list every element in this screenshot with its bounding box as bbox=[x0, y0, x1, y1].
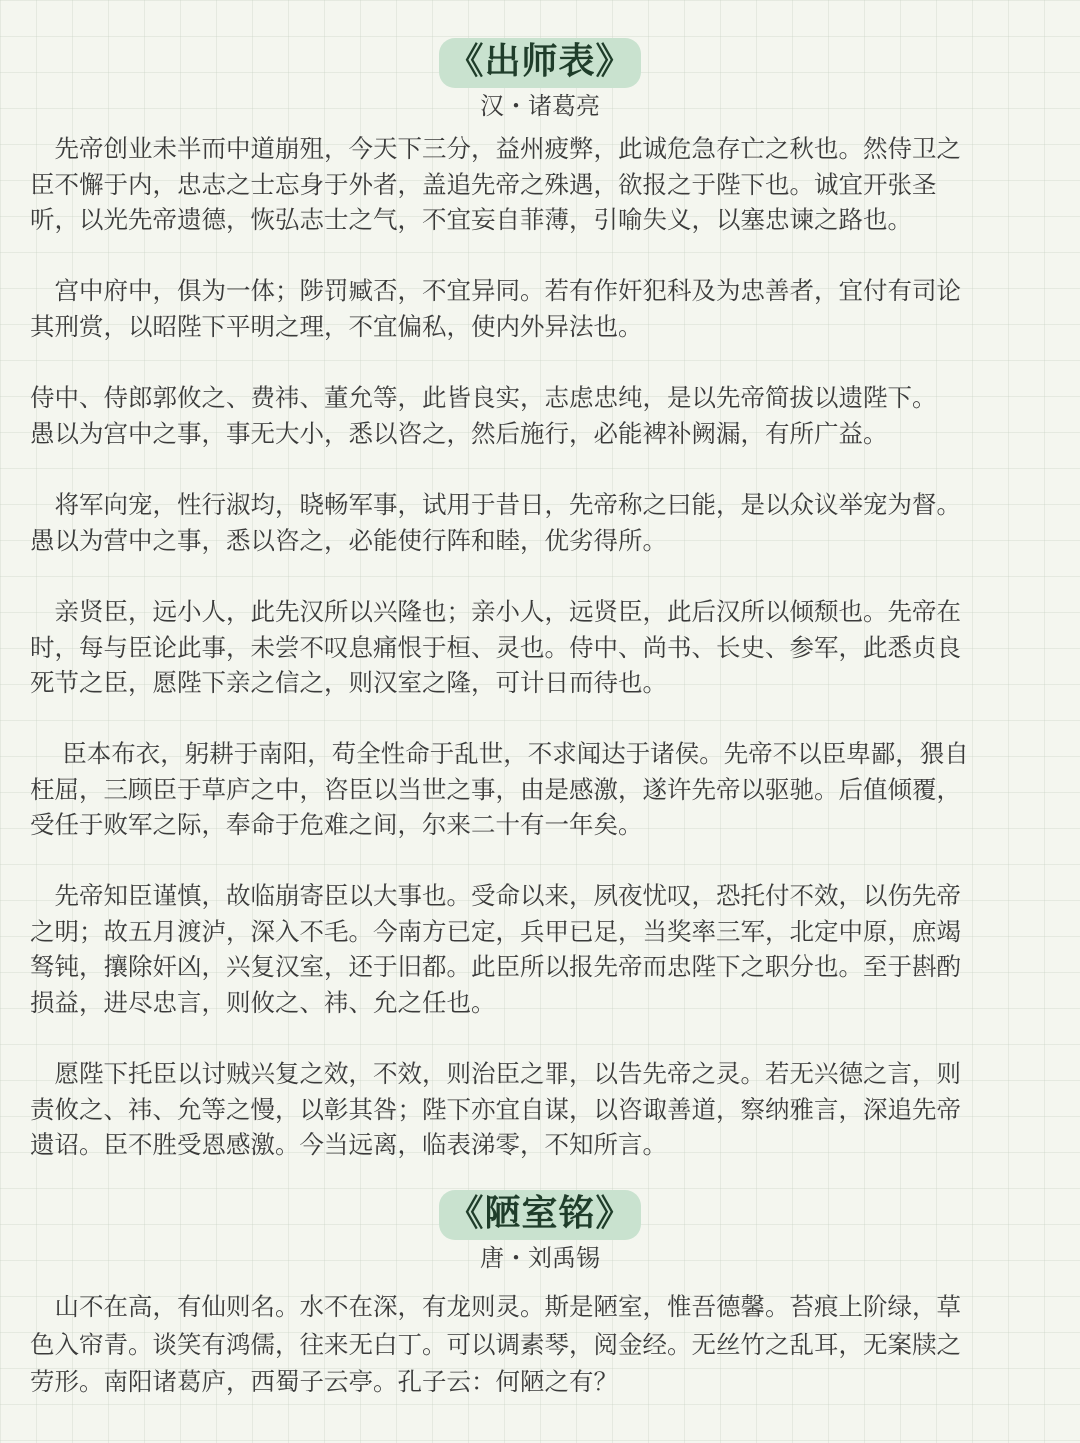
paragraph-line: 愚以为宫中之事，事无大小，悉以咨之，然后施行，必能裨补阙漏，有所广益。 bbox=[30, 418, 888, 448]
poem-author: 唐・刘禹锡 bbox=[480, 1244, 600, 1272]
paragraph-line: 枉屈，三顾臣于草庐之中，咨臣以当世之事，由是感激，遂许先帝以驱驰。后值倾覆， bbox=[30, 774, 961, 804]
poem-title: 《出师表》 bbox=[439, 38, 640, 88]
paragraph bbox=[30, 594, 961, 701]
paragraph-line: 将军向宠，性行淑均，晓畅军事，试用于昔日，先帝称之曰能，是以众议举宠为督。 bbox=[30, 490, 961, 519]
paragraph bbox=[30, 380, 937, 451]
poem-title: 《陋室铭》 bbox=[439, 1190, 640, 1240]
paragraph-line: 色入帘青。谈笑有鸿儒，往来无白丁。可以调素琴，阅金经。无丝竹之乱耳，无案牍之 bbox=[30, 1329, 961, 1359]
title-wrap bbox=[0, 1190, 1080, 1242]
paragraph-line: 先帝知臣谨慎，故临崩寄臣以大事也。受命以来，夙夜忧叹，恐托付不效，以伤先帝 bbox=[30, 881, 961, 910]
paragraph-line: 臣本布衣，躬耕于南阳，苟全性命于乱世，不求闻达于诸侯。先帝不以臣卑鄙，猥自 bbox=[30, 739, 969, 768]
paragraph-line: 受任于败军之际，奉命于危难之间，尔来二十有一年矣。 bbox=[30, 810, 643, 839]
paragraph bbox=[30, 487, 961, 558]
paragraph-line: 愿陛下托臣以讨贼兴复之效，不效，则治臣之罪，以告先帝之灵。若无兴德之言，则 bbox=[30, 1059, 961, 1088]
paragraph bbox=[30, 131, 961, 238]
paragraph-line: 损益，进尽忠言，则攸之、祎、允之任也。 bbox=[30, 987, 496, 1017]
paragraph-line: 劳形。南阳诸葛庐，西蜀子云亭。孔子云：何陋之有？ bbox=[30, 1367, 618, 1396]
paragraph bbox=[30, 878, 961, 1020]
paragraph-line: 宫中府中，俱为一体；陟罚臧否，不宜异同。若有作奸犯科及为忠善者，宜付有司论 bbox=[30, 276, 961, 305]
paragraph-line: 先帝创业未半而中道崩殂，今天下三分，益州疲弊，此诚危急存亡之秋也。然侍卫之 bbox=[30, 134, 961, 163]
paragraph-line: 亲贤臣，远小人，此先汉所以兴隆也；亲小人，远贤臣，此后汉所以倾颓也。先帝在 bbox=[30, 597, 961, 626]
paragraph-line: 死节之臣，愿陛下亲之信之，则汉室之隆，可计日而待也。 bbox=[30, 668, 667, 697]
paragraph bbox=[30, 1056, 961, 1163]
title-wrap bbox=[0, 38, 1080, 90]
paragraph-line: 时，每与臣论此事，未尝不叹息痛恨于桓、灵也。侍中、尚书、长史、参军，此悉贞良 bbox=[30, 632, 961, 662]
paragraph-line: 责攸之、祎、允等之慢，以彰其咎；陛下亦宜自谋，以咨诹善道，察纳雅言，深追先帝 bbox=[30, 1094, 961, 1124]
paragraph bbox=[30, 273, 961, 344]
paragraph-line: 听，以光先帝遗德，恢弘志士之气，不宜妄自菲薄，引喻失义，以塞忠谏之路也。 bbox=[30, 205, 912, 234]
paragraph-line: 遗诏。臣不胜受恩感激。今当远离，临表涕零，不知所言。 bbox=[30, 1130, 667, 1159]
paragraph-line: 愚以为营中之事，悉以咨之，必能使行阵和睦，优劣得所。 bbox=[30, 525, 667, 555]
poem-author: 汉・诸葛亮 bbox=[480, 92, 600, 120]
paragraph-line: 之明；故五月渡泸，深入不毛。今南方已定，兵甲已足，当奖率三军，北定中原，庶竭 bbox=[30, 916, 961, 946]
paragraph-line: 侍中、侍郎郭攸之、费祎、董允等，此皆良实，志虑忠纯，是以先帝简拔以遗陛下。 bbox=[30, 383, 937, 412]
paragraph-line: 山不在高，有仙则名。水不在深，有龙则灵。斯是陋室，惟吾德馨。苔痕上阶绿，草 bbox=[30, 1292, 961, 1321]
paragraph bbox=[30, 1288, 961, 1401]
paragraph-line: 其刑赏，以昭陛下平明之理，不宜偏私，使内外异法也。 bbox=[30, 311, 643, 341]
paragraph-line: 臣不懈于内，忠志之士忘身于外者，盖追先帝之殊遇，欲报之于陛下也。诚宜开张圣 bbox=[30, 169, 937, 199]
paragraph bbox=[30, 736, 969, 843]
paragraph-line: 驽钝，攘除奸凶，兴复汉室，还于旧都。此臣所以报先帝而忠陛下之职分也。至于斟酌 bbox=[30, 952, 961, 981]
